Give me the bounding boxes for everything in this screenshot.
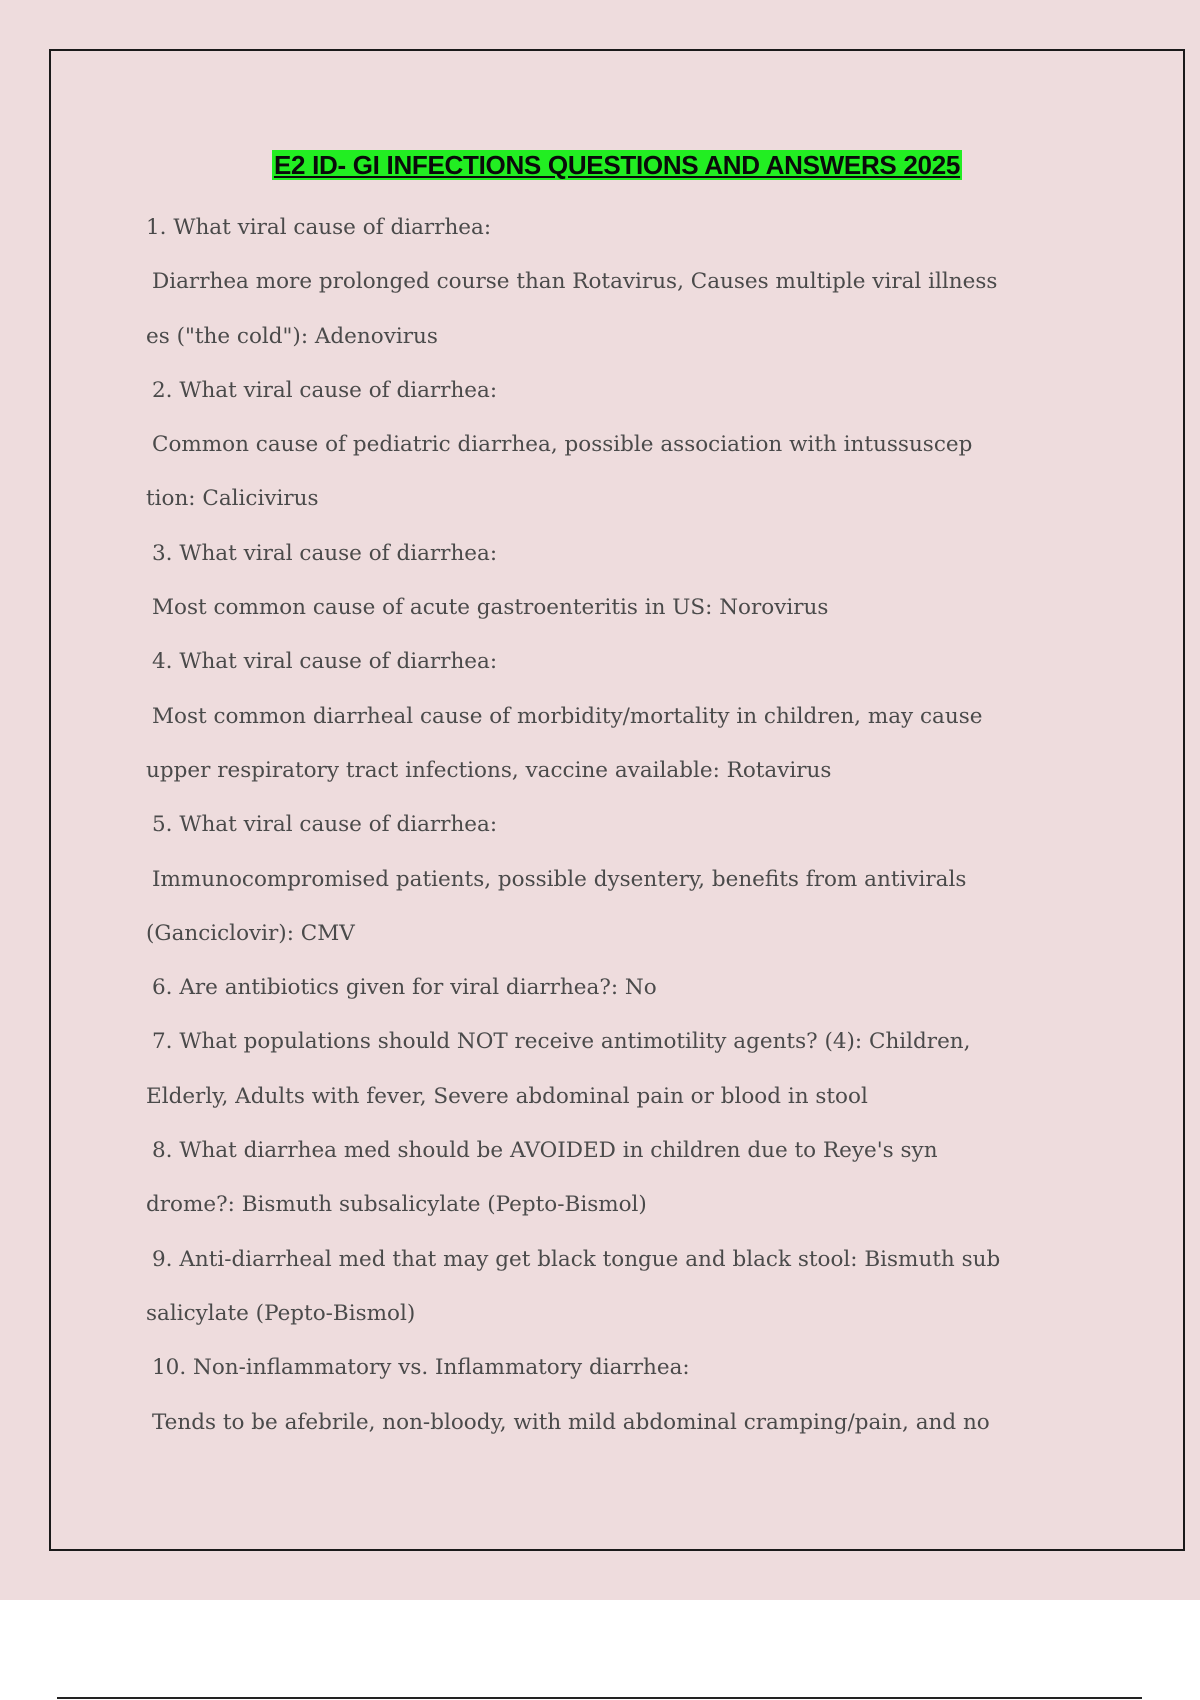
text-line: 7. What populations should NOT receive antimotility agents? (4): Children, (152, 1029, 971, 1055)
footer-divider (57, 1697, 1142, 1699)
text-line: Immunocompromised patients, possible dysentery, benefits from antivirals (152, 866, 967, 892)
text-line: (Ganciclovir): CMV (146, 920, 355, 946)
text-line: Common cause of pediatric diarrhea, possible association with intussuscep (152, 432, 973, 458)
text-line: 9. Anti-diarrheal med that may get black tongue and black stool: Bismuth sub (152, 1246, 1001, 1272)
qa-content (146, 208, 1026, 1457)
text-line: upper respiratory tract infections, vaccine available: Rotavirus (146, 757, 832, 783)
text-line: Elderly, Adults with fever, Severe abdominal pain or blood in stool (146, 1083, 868, 1109)
text-line: Tends to be afebrile, non-bloody, with mild abdominal cramping/pain, and no (152, 1409, 990, 1435)
document-title-wrap (0, 145, 1200, 185)
text-line: 6. Are antibiotics given for viral diarrhea?: No (152, 975, 657, 1001)
text-line: 4. What viral cause of diarrhea: (152, 649, 498, 675)
text-line: 8. What diarrhea med should be AVOIDED in children due to Reye's syn (152, 1138, 938, 1164)
text-line: salicylate (Pepto-Bismol) (146, 1300, 416, 1326)
text-line: Most common diarrheal cause of morbidity/mortality in children, may cause (152, 703, 983, 729)
text-line: 10. Non-inflammatory vs. Inflammatory diarrhea: (152, 1355, 690, 1381)
document-title: E2 ID- GI INFECTIONS QUESTIONS AND ANSWERS 2025 (273, 150, 961, 180)
text-line: es ("the cold"): Adenovirus (146, 323, 438, 349)
text-line: 2. What viral cause of diarrhea: (152, 377, 498, 403)
text-line: 5. What viral cause of diarrhea: (152, 812, 498, 838)
text-line: 1. What viral cause of diarrhea: (146, 215, 492, 240)
text-line: drome?: Bismuth subsalicylate (Pepto-Bismol) (146, 1192, 647, 1218)
text-line: 3. What viral cause of diarrhea: (152, 540, 498, 566)
text-line: tion: Calicivirus (146, 486, 319, 512)
text-line: Most common cause of acute gastroenteritis in US: Norovirus (152, 595, 829, 621)
text-line: Diarrhea more prolonged course than Rotavirus, Causes multiple viral illness (152, 269, 998, 295)
